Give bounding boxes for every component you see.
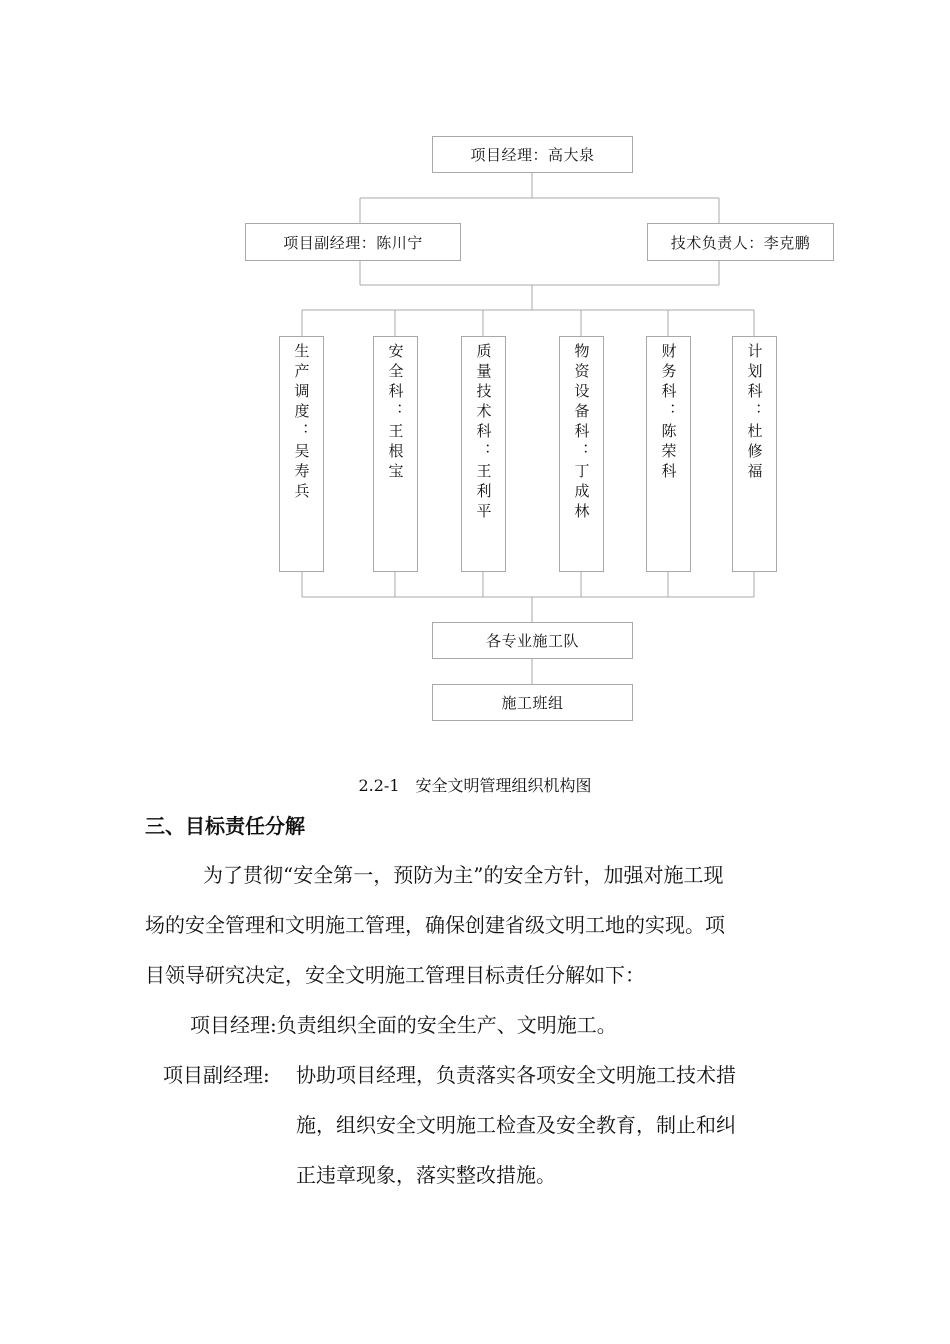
department-box-planning <box>732 336 777 572</box>
dpm-line: 施，组织安全文明施工检查及安全教育，制止和纠 <box>296 1113 736 1137</box>
department-label: 财务科：陈荣科 <box>659 343 678 483</box>
paragraph-line: 场的安全管理和文明施工管理，确保创建省级文明工地的实现。项 <box>145 913 725 937</box>
groups-box: 施工班组 <box>432 684 633 721</box>
department-label: 物资设备科：丁成林 <box>572 343 591 523</box>
figure-caption: 2.2-1 安全文明管理组织机构图 <box>358 776 592 795</box>
deputy-manager-box: 项目副经理：陈川宁 <box>245 223 461 261</box>
tech-lead-box: 技术负责人：李克鹏 <box>647 223 834 261</box>
department-box-production <box>279 336 324 572</box>
paragraph-line: 为了贯彻“安全第一，预防为主”的安全方针，加强对施工现 <box>203 863 724 887</box>
department-box-safety <box>373 336 418 572</box>
department-label: 生产调度：吴寿兵 <box>292 343 311 503</box>
manager-box: 项目经理：高大泉 <box>432 136 633 173</box>
department-label: 计划科：杜修福 <box>745 343 764 483</box>
department-label: 安全科：王根宝 <box>386 343 405 483</box>
pm-responsibility: 项目经理:负责组织全面的安全生产、文明施工。 <box>190 1013 617 1037</box>
dpm-label: 项目副经理: <box>163 1063 270 1087</box>
dpm-line: 协助项目经理，负责落实各项安全文明施工技术措 <box>296 1063 736 1087</box>
department-label: 质量技术科：王利平 <box>474 343 493 523</box>
department-box-quality <box>461 336 506 572</box>
department-box-materials <box>559 336 604 572</box>
department-box-finance <box>646 336 691 572</box>
teams-box: 各专业施工队 <box>432 622 633 659</box>
section-heading: 三、目标责任分解 <box>145 814 305 838</box>
dpm-line: 正违章现象，落实整改措施。 <box>296 1163 556 1187</box>
paragraph-line: 目领导研究决定，安全文明施工管理目标责任分解如下： <box>145 963 645 987</box>
